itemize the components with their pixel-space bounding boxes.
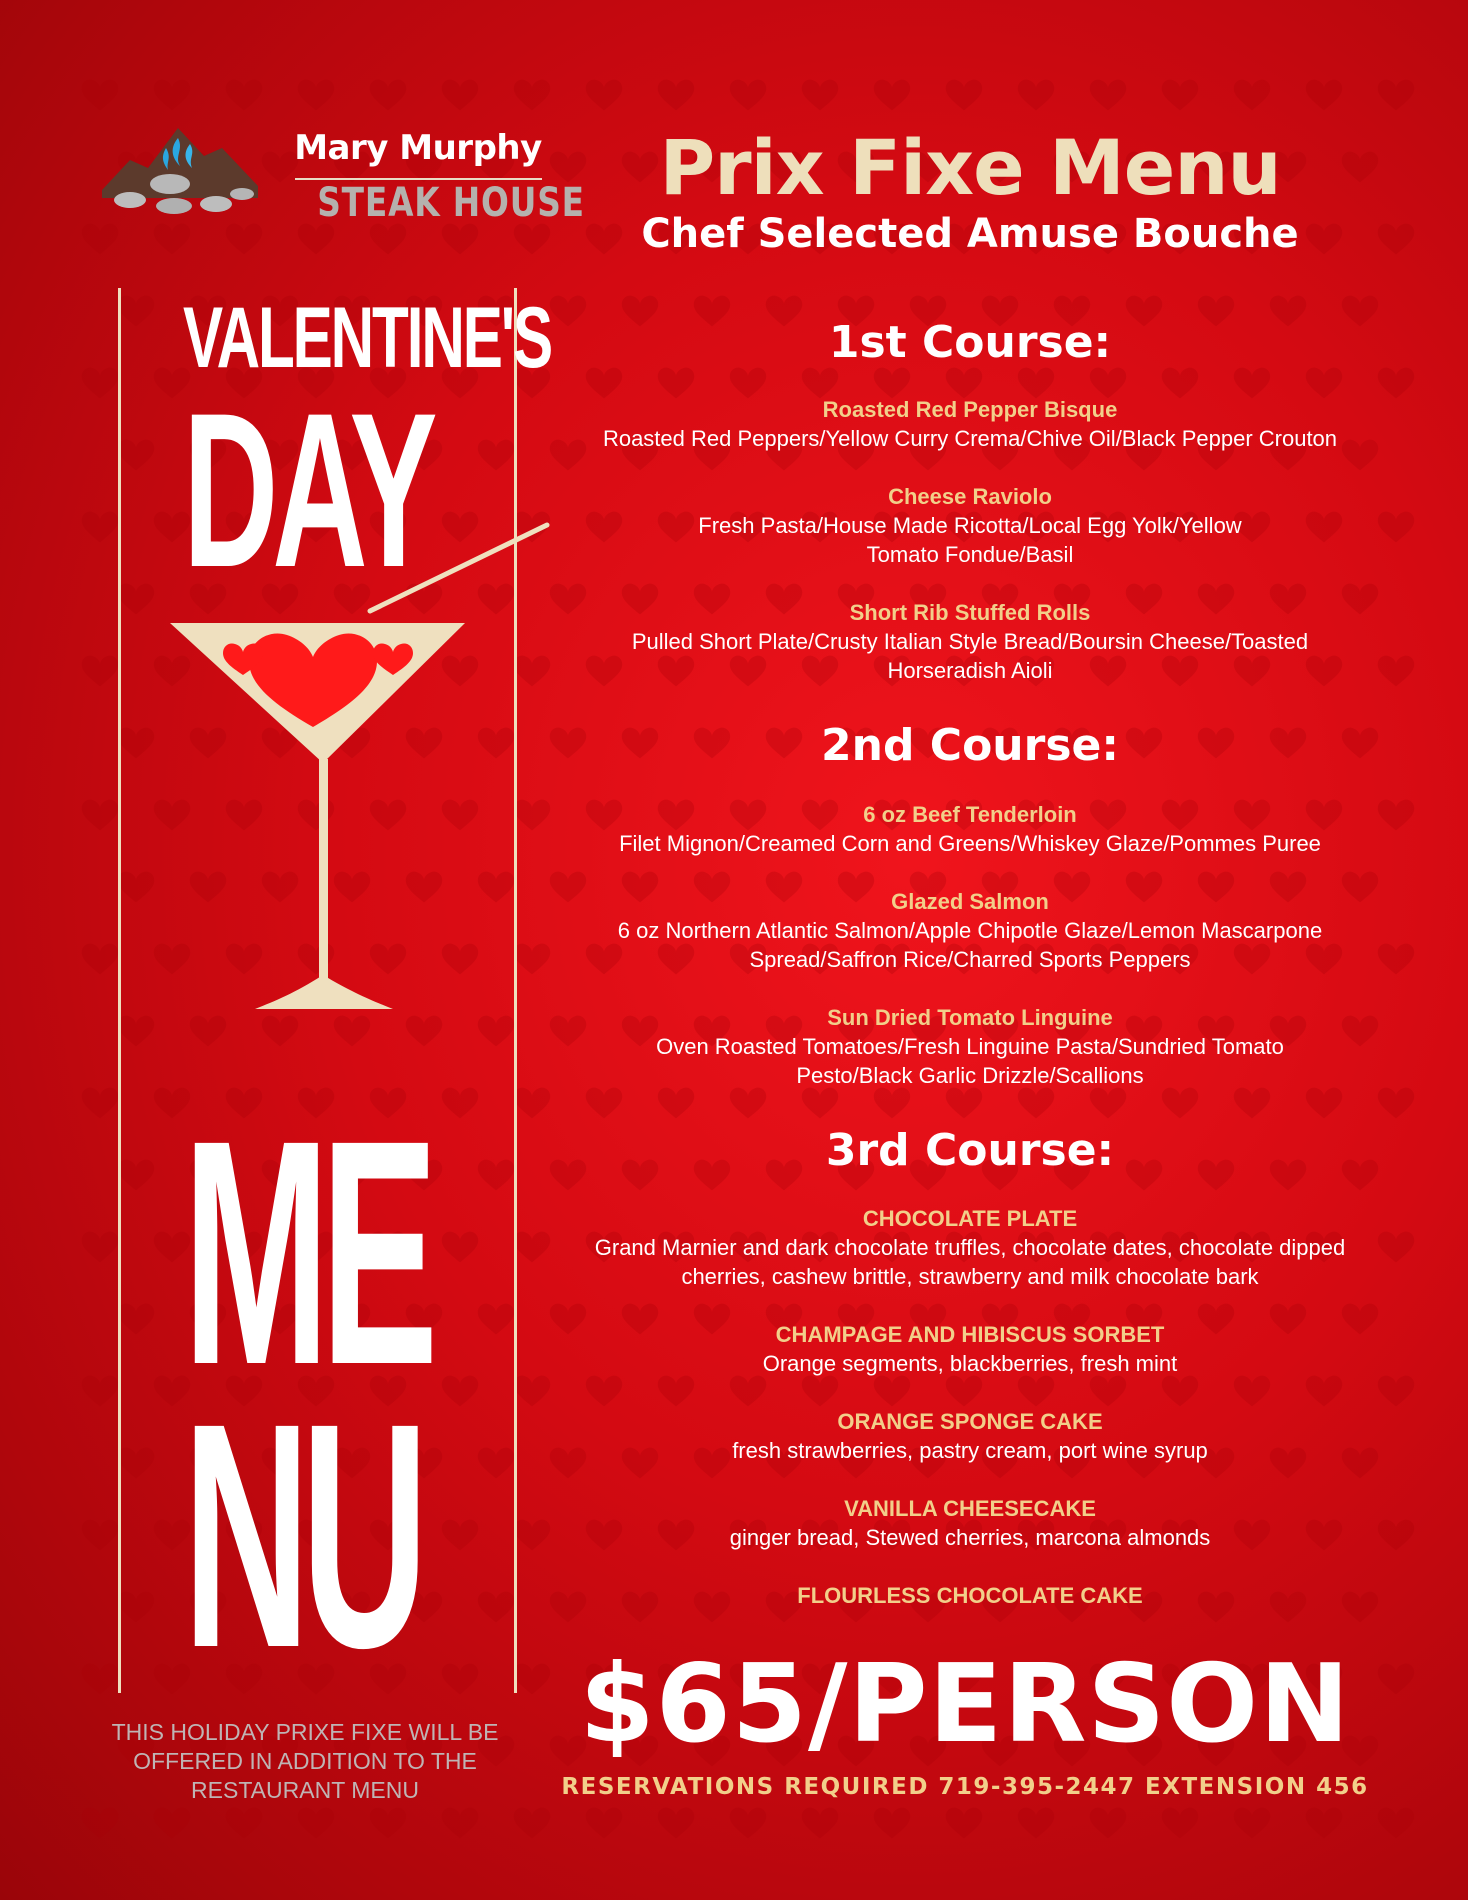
dish-item <box>560 1204 1380 1291</box>
dish-name: Glazed Salmon <box>891 889 1049 914</box>
dish-description: Pulled Short Plate/Crusty Italian Style Bread/Boursin Cheese/Toasted Horseradish Aioli <box>631 629 1309 683</box>
dish-item <box>560 1320 1380 1378</box>
dish-description: fresh strawberries, pastry cream, port wine syrup <box>732 1438 1208 1463</box>
dish-description: Orange segments, blackberries, fresh mint <box>762 1351 1178 1376</box>
dish-description: Oven Roasted Tomatoes/Fresh Linguine Pasta/Sundried Tomato Pesto/Black Garlic Drizzle/Scallions <box>656 1034 1284 1088</box>
dish-description: 6 oz Northern Atlantic Salmon/Apple Chipotle Glaze/Lemon Mascarpone Spread/Saffron Rice/Charred Sports Peppers <box>617 918 1323 972</box>
dish-description: Grand Marnier and dark chocolate truffles, chocolate dates, chocolate dipped cherries, cashew brittle, strawberry and milk chocolate bark <box>594 1235 1346 1289</box>
dish-item <box>560 1581 1380 1610</box>
dish-item <box>560 482 1380 569</box>
dish-name: Short Rib Stuffed Rolls <box>849 600 1091 625</box>
me-heading: ME <box>183 1073 430 1431</box>
day-heading: DAY <box>183 367 432 613</box>
valentines-heading: VALENTINE'S <box>183 290 552 386</box>
dish-name: ORANGE SPONGE CAKE <box>837 1409 1103 1434</box>
dish-name: FLOURLESS CHOCOLATE CAKE <box>797 1583 1143 1608</box>
dish-name: CHOCOLATE PLATE <box>862 1206 1078 1231</box>
amuse-bouche-subtitle: Chef Selected Amuse Bouche <box>641 211 1299 257</box>
mountain-flame-logo-icon <box>100 120 260 220</box>
brand-name: Mary Murphy <box>294 128 542 168</box>
left-border-line <box>118 288 121 1693</box>
price-per-person: $65/PERSON <box>579 1642 1351 1767</box>
course-heading-1: 1st Course: <box>828 317 1112 368</box>
dish-name: Cheese Raviolo <box>888 484 1052 509</box>
course-heading-3: 3rd Course: <box>825 1125 1115 1176</box>
dish-item <box>560 1003 1380 1090</box>
dish-name: Sun Dried Tomato Linguine <box>827 1005 1113 1030</box>
dish-item <box>560 1407 1380 1465</box>
menu-title: Prix Fixe Menu <box>659 123 1281 212</box>
nu-heading: NU <box>183 1356 420 1714</box>
dish-description: ginger bread, Stewed cherries, marcona almonds <box>729 1525 1211 1550</box>
restaurant-logo <box>100 120 585 230</box>
dish-item <box>560 800 1380 858</box>
dish-description: Filet Mignon/Creamed Corn and Greens/Whiskey Glaze/Pommes Puree <box>619 831 1321 856</box>
dish-description: Roasted Red Peppers/Yellow Curry Crema/Chive Oil/Black Pepper Crouton <box>602 426 1338 451</box>
dish-name: VANILLA CHEESECAKE <box>844 1496 1096 1521</box>
dish-name: Roasted Red Pepper Bisque <box>822 397 1118 422</box>
dish-item <box>560 887 1380 974</box>
dish-item <box>560 1494 1380 1552</box>
martini-glass-heart-icon <box>165 515 555 1075</box>
dish-name: CHAMPAGE AND HIBISCUS SORBET <box>775 1322 1165 1347</box>
reservations-phone: RESERVATIONS REQUIRED 719-395-2447 EXTENSION 456 <box>561 1774 1369 1800</box>
dish-item <box>560 598 1380 685</box>
dish-item <box>560 395 1380 453</box>
course-heading-2: 2nd Course: <box>821 720 1119 771</box>
disclaimer-text: THIS HOLIDAY PRIXE FIXE WILL BE OFFERED IN ADDITION TO THE RESTAURANT MENU <box>111 1719 499 1803</box>
dish-name: 6 oz Beef Tenderloin <box>863 802 1077 827</box>
brand-subtitle: STEAK HOUSE <box>317 180 585 226</box>
dish-description: Fresh Pasta/House Made Ricotta/Local Egg Yolk/Yellow Tomato Fondue/Basil <box>698 513 1242 567</box>
